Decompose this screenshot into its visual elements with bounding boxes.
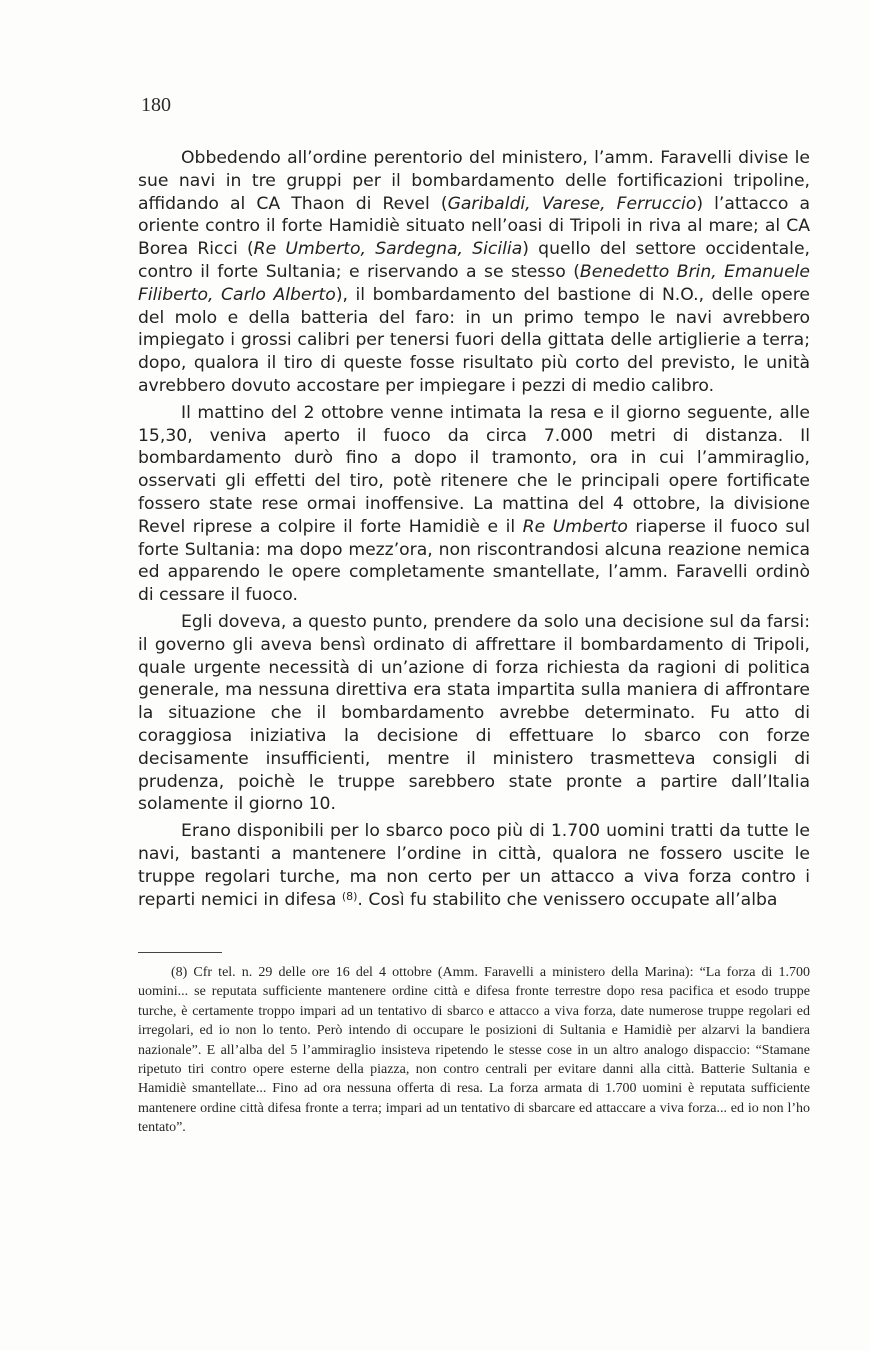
italic-ship-names: Re Umberto, Sardegna, Sicilia	[253, 239, 523, 260]
text-segment: Il mattino del 2 ottobre venne intimata la resa e il giorno seguente, alle 15,30, veniva aperto il fuoco da circa 7.000 metri di distanza. Il bombardamento durò fino a dopo il tramonto, ora in cui l’ammiraglio, osservati gli effetti del tiro, potè ritenere che le principali opere fortificate fossero state rese ormai inoffensive. La mattina del 4 ottobre, la divisione Revel riprese a colpire il forte Hamidiè e il	[138, 402, 810, 537]
body-text	[138, 147, 810, 915]
paragraph	[138, 820, 810, 911]
paragraph	[138, 611, 810, 816]
text-segment: Obbedendo all’ordine perentorio del ministero, l’amm. Faravelli divise le sue navi in tre gruppi per il bombardamento delle fortificazioni tripoline, affidando al CA Thaon di Revel (	[138, 148, 810, 214]
italic-ship-names: Benedetto Brin, Emanuele Filiberto, Carlo Alberto	[138, 261, 810, 305]
page-number: 180	[141, 94, 171, 116]
footnote-reference[interactable]: (8)	[341, 889, 358, 903]
text-segment: ) quello del settore occidentale, contro il forte Sultania; e riservando a se stesso (	[138, 239, 810, 282]
italic-ship-name: Re Umberto	[522, 516, 628, 537]
text-segment: riaperse il fuoco sul forte Sultania: ma dopo mezz’ora, non riscontrandosi alcuna reazione nemica ed apparendo le opere completamente smantellate, l’amm. Faravelli ordinò di cessare il fuoco.	[138, 516, 811, 606]
text-segment: Erano disponibili per lo sbarco poco più di 1.700 uomini tratti da tutte le navi, bastanti a mantenere l’ordine in città, qualora ne fossero uscite le truppe regolari turche, ma non certo per un attacco a viva forza contro i reparti nemici in difesa	[138, 821, 810, 910]
footnote: (8) Cfr tel. n. 29 delle ore 16 del 4 ottobre (Amm. Faravelli a ministero della Marina): “La forza di 1.700 uomini... se reputata sufficiente mantenere ordine città e difesa fronte terrestre dopo resa pacifica et esodo truppe turche, è certamente troppo impari ad un tentativo di sbarco e attacco a viva forza, date numerose truppe regolari ed irregolari, ed io non lo tento. Però intendo di occupare le posizioni di Sultania e Hamidiè per alzarvi la bandiera nazionale”. E all’alba del 5 l’ammiraglio insisteva ripetendo le stesse cose in un altro analogo dispaccio: “Stamane ripetuto tiri contro opere esterne della piazza, non contro centrali per evitare danni alla città. Batterie Sultania e Hamidiè smantellate... Fino ad ora nessuna offerta di resa. La forza armata di 1.700 uomini è reputata sufficiente mantenere ordine città difesa fronte a terra; impari ad un tentativo di sbarcare ed attaccare a viva forza... ed io non l’ho tentato”.	[138, 965, 810, 1136]
text-segment: ) l’attacco a oriente contro il forte Hamidiè situato nell’oasi di Tripoli in riva al mare; al CA Borea Ricci (	[138, 193, 810, 260]
paragraph	[138, 402, 810, 607]
italic-ship-names: Garibaldi, Varese, Ferruccio	[447, 193, 697, 214]
paragraph	[138, 147, 810, 398]
footnote-divider	[138, 952, 222, 953]
text-segment: . Così fu stabilito che venissero occupate all’alba	[357, 889, 778, 910]
text-segment: ), il bombardamento del bastione di N.O., delle opere del molo e della batteria del faro: in un primo tempo le navi avrebbero impiegato i grossi calibri per tenersi fuori della gittata delle artiglierie a terra; dopo, qualora il tiro di queste fosse risultato più corto del previsto, le unità avrebbero dovuto accostare per impiegare i pezzi di medio calibro.	[138, 284, 810, 396]
text-segment: Egli doveva, a questo punto, prendere da solo una decisione sul da farsi: il governo gli aveva bensì ordinato di affrettare il bombardamento di Tripoli, quale urgente necessità di un’azione di forza richiesta da ragioni di politica generale, ma nessuna direttiva era stata impartita sulla maniera di affrontare la situazione che il bombardamento avrebbe determinato. Fu atto di coraggiosa iniziativa la decisione di effettuare lo sbarco con forze decisamente insufficienti, mentre il ministero trasmetteva consigli di prudenza, poichè le truppe sarebbero state pronte a partire dall’Italia solamente il giorno 10.	[138, 611, 810, 815]
